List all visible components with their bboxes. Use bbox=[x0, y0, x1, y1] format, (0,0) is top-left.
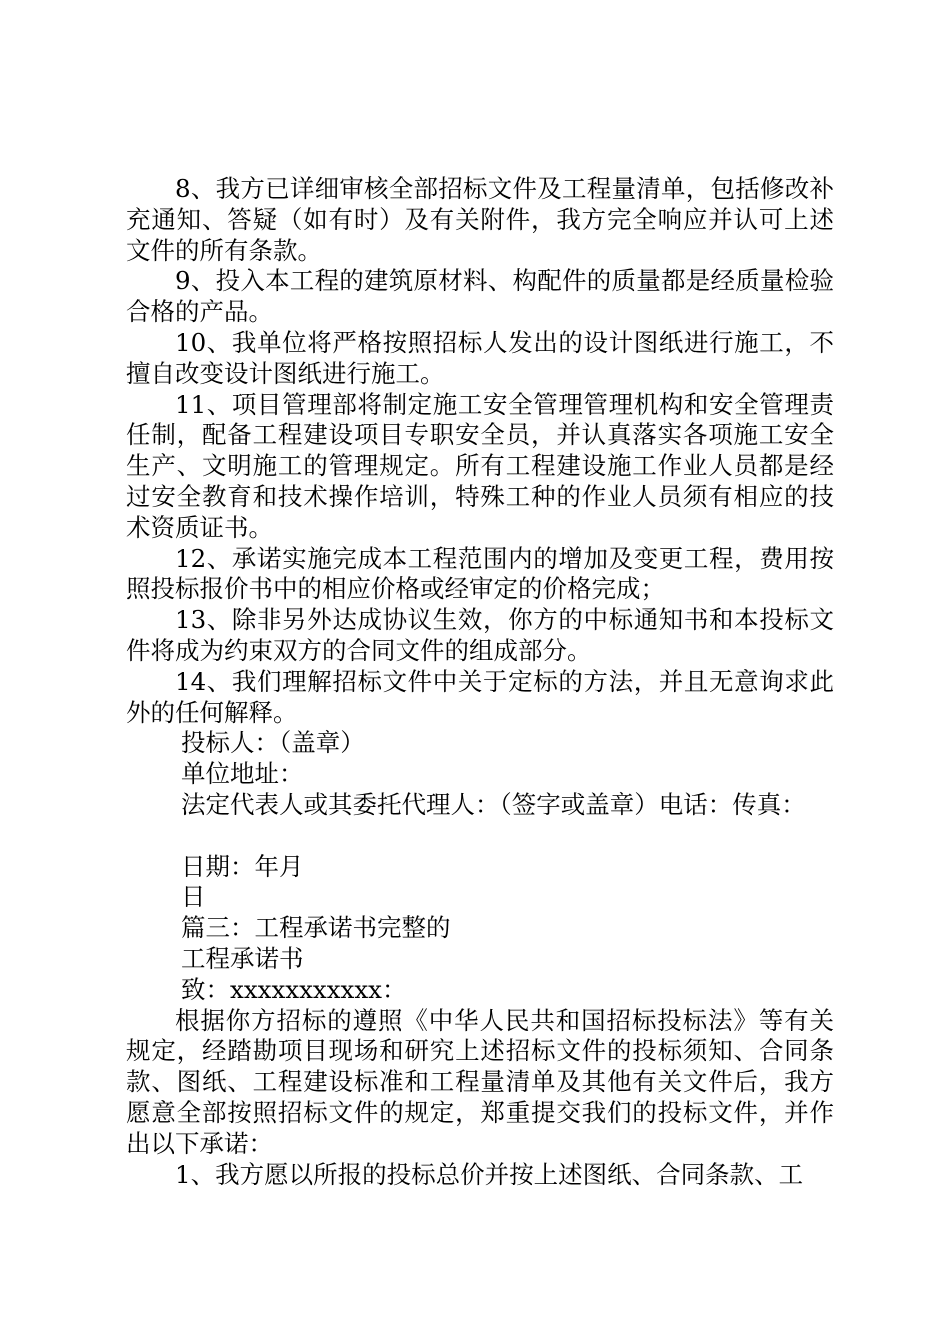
date-line: 日期：年月 bbox=[181, 851, 304, 881]
section-title: 工程承诺书 bbox=[181, 943, 304, 973]
commitment-item-13: 13、除非另外达成协议生效，你方的中标通知书和本投标文件将成为约束双方的合同文件的组成部分。 bbox=[126, 605, 834, 665]
commitment-item-8: 8、我方已详细审核全部招标文件及工程量清单，包括修改补充通知、答疑（如有时）及有关附件，我方完全响应并认可上述文件的所有条款。 bbox=[126, 174, 834, 265]
bidder-seal-line: 投标人：（盖章） bbox=[181, 728, 365, 758]
blank-gap bbox=[126, 821, 834, 852]
commitment-item-12: 12、承诺实施完成本工程范围内的增加及变更工程，费用按照投标报价书中的相应价格或经审定的价格完成； bbox=[126, 543, 834, 604]
commitment-item-1: 1、我方愿以所报的投标总价并按上述图纸、合同条款、工 bbox=[175, 1159, 804, 1189]
addressee-line: 致：xxxxxxxxxxx： bbox=[181, 974, 407, 1004]
representative-line: 法定代表人或其委托代理人：（签字或盖章）电话：传真： bbox=[181, 789, 806, 819]
commitment-item-10: 10、我单位将严格按照招标人发出的设计图纸进行施工，不擅自改变设计图纸进行施工。 bbox=[126, 327, 834, 388]
document-body bbox=[126, 174, 834, 1190]
date-day-line: 日 bbox=[181, 882, 206, 912]
commitment-item-14: 14、我们理解招标文件中关于定标的方法，并且无意询求此外的任何解释。 bbox=[126, 666, 834, 727]
address-line: 单位地址： bbox=[181, 759, 304, 789]
section-heading: 篇三：工程承诺书完整的 bbox=[181, 913, 451, 943]
commitment-item-11: 11、项目管理部将制定施工安全管理管理机构和安全管理责任制，配备工程建设项目专职安全员，并认真落实各项施工安全生产、文明施工的管理规定。所有工程建设施工作业人员都是经过安全教育和技术操作培训，特殊工种的作业人员须有相应的技术资质证书。 bbox=[126, 389, 834, 542]
commitment-item-9: 9、投入本工程的建筑原材料、构配件的质量都是经质量检验合格的产品。 bbox=[126, 266, 834, 327]
intro-paragraph: 根据你方招标的遵照《中华人民共和国招标投标法》等有关规定，经踏勘项目现场和研究上述招标文件的投标须知、合同条款、图纸、工程建设标准和工程量清单及其他有关文件后，我方愿意全部按照招标文件的规定，郑重提交我们的投标文件，并作出以下承诺： bbox=[126, 1005, 834, 1158]
